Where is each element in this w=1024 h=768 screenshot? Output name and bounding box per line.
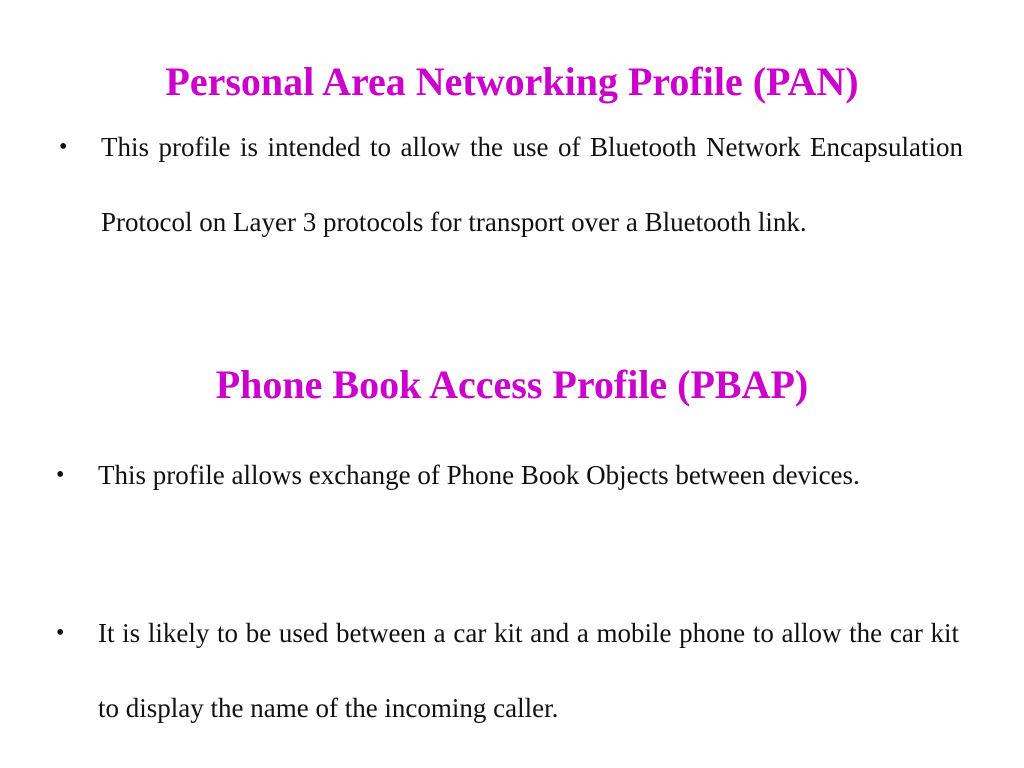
pbap-bullet-2 bbox=[56, 596, 959, 746]
pbap-bullet-1 bbox=[56, 438, 959, 513]
bullet-text: It is likely to be used between a car kit and a mobile phone to allow the car kit to display the name of the incoming caller. bbox=[98, 618, 959, 723]
pan-bullet-1 bbox=[59, 110, 963, 260]
bullet-text: This profile allows exchange of Phone Book Objects between devices. bbox=[98, 460, 860, 490]
bullet-dot-icon: • bbox=[59, 134, 68, 160]
pbap-heading: Phone Book Access Profile (PBAP) bbox=[215, 362, 809, 407]
pan-heading: Personal Area Networking Profile (PAN) bbox=[165, 59, 859, 104]
bullet-dot-icon: • bbox=[56, 462, 65, 488]
bullet-dot-icon: • bbox=[56, 620, 65, 646]
bullet-text: This profile is intended to allow the use of Bluetooth Network Encapsulation Protocol on Layer 3 protocols for transport over a Bluetooth link. bbox=[101, 132, 963, 237]
